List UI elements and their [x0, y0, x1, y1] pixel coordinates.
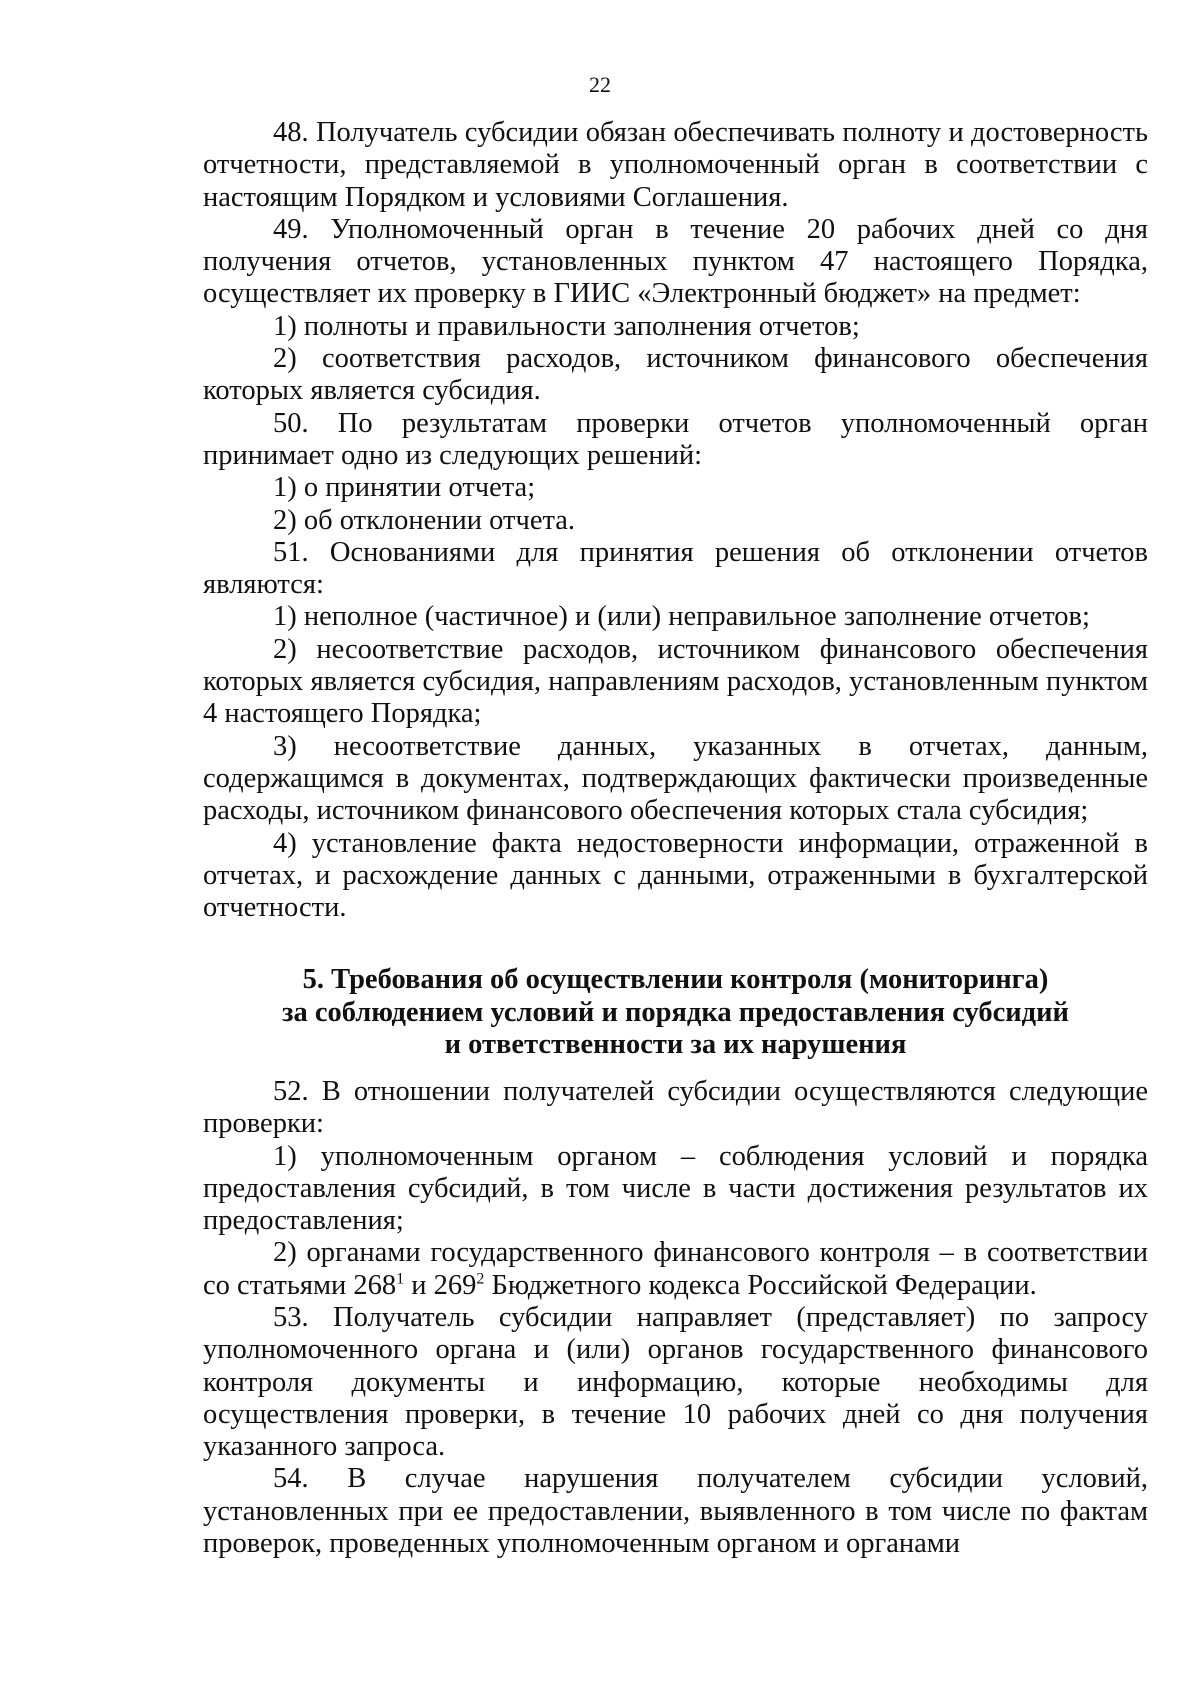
page-number: 22 — [589, 72, 611, 97]
list-item-52-1: 1) уполномоченным органом – соблюдения условий и порядка предоставления субсидий, в том числе в части достижения результатов их предоставления; — [203, 1140, 1148, 1237]
list-item-51-2: 2) несоответствие расходов, источником финансового обеспечения которых является субсидия, направлениям расходов, установленным пунктом 4 настоящего Порядка; — [203, 633, 1148, 730]
section-heading — [203, 964, 1148, 1062]
list-item-51-3: 3) несоответствие данных, указанных в отчетах, данным, содержащимся в документах, подтверждающих фактически произведенные расходы, источником финансового обеспечения которых стала субсидия; — [203, 730, 1148, 827]
paragraph-52: 52. В отношении получателей субсидии осуществляются следующие проверки: — [203, 1075, 1148, 1140]
section-heading-line-1: 5. Требования об осуществлении контроля (мониторинга) — [302, 964, 1049, 996]
superscript-1: 1 — [396, 1270, 405, 1288]
paragraph-49: 49. Уполномоченный орган в течение 20 рабочих дней со дня получения отчетов, установленных пунктом 47 настоящего Порядка, осуществляет их проверку в ГИИС «Электронный бюджет» на предмет: — [203, 213, 1148, 310]
list-item-52-2-text-3: Бюджетного кодекса Российской Федерации. — [484, 1269, 1037, 1301]
paragraph-53: 53. Получатель субсидии направляет (представляет) по запросу уполномоченного органа и (или) органов государственного финансового контроля документы и информацию, которые необходимы для осуществления проверки, в течение 10 рабочих дней со дня получения указанного запроса. — [203, 1302, 1148, 1463]
list-item-51-1: 1) неполное (частичное) и (или) неправильное заполнение отчетов; — [273, 601, 1090, 633]
list-item-50-2: 2) об отклонении отчета. — [273, 504, 576, 536]
list-item-52-2-text-2: и 269 — [404, 1269, 477, 1301]
section-heading-line-2: за соблюдением условий и порядка предоставления субсидий — [282, 996, 1069, 1028]
superscript-2: 2 — [476, 1270, 485, 1288]
list-item-49-1: 1) полноты и правильности заполнения отчетов; — [273, 310, 860, 342]
paragraph-50: 50. По результатам проверки отчетов уполномоченный орган принимает одно из следующих решений: — [203, 407, 1148, 471]
list-item-52-2 — [203, 1237, 1148, 1302]
list-item-51-4: 4) установление факта недостоверности информации, отраженной в отчетах, и расхождение данных с данными, отраженными в бухгалтерской отчетности. — [203, 827, 1148, 924]
paragraph-51: 51. Основаниями для принятия решения об отклонении отчетов являются: — [203, 536, 1148, 601]
document-body — [203, 117, 1148, 1560]
section-heading-line-3: и ответственности за их нарушения — [444, 1029, 907, 1061]
paragraph-48: 48. Получатель субсидии обязан обеспечивать полноту и достоверность отчетности, представляемой в уполномоченный орган в соответствии с настоящим Порядком и условиями Соглашения. — [203, 117, 1148, 213]
paragraph-54: 54. В случае нарушения получателем субсидии условий, установленных при ее предоставлении, выявленного в том числе по фактам проверок, проведенных уполномоченным органом и органами — [203, 1463, 1148, 1560]
list-item-52-2-text-1: 2) органами государственного финансового контроля – в соответствии со статьями 268 — [203, 1237, 1148, 1301]
list-item-50-1: 1) о принятии отчета; — [273, 472, 536, 504]
list-item-49-2: 2) соответствия расходов, источником финансового обеспечения которых является субсидия. — [203, 343, 1148, 407]
